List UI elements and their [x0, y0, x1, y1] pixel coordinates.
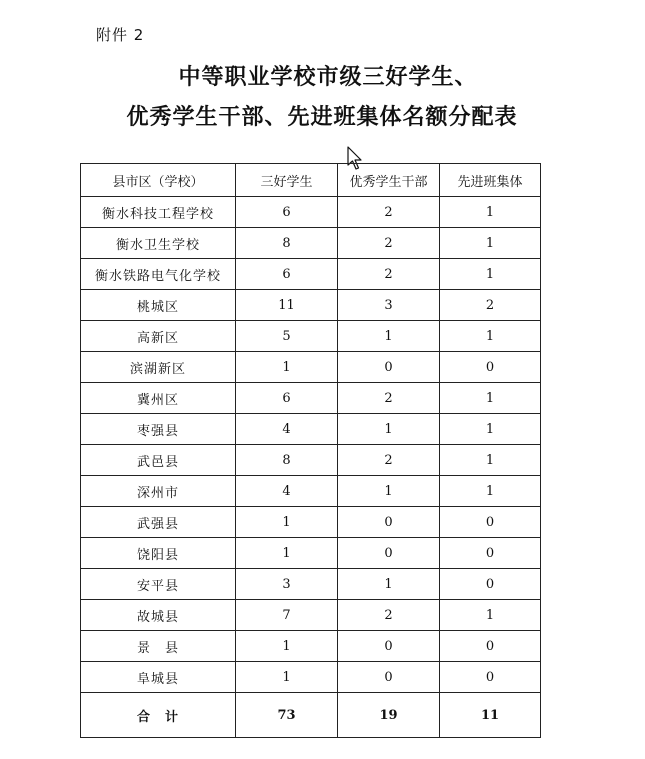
cell-student-leaders: 2: [338, 197, 440, 228]
cell-student-leaders: 2: [338, 383, 440, 414]
cell-advanced-classes: 0: [440, 569, 541, 600]
cell-merit-students: 6: [236, 197, 338, 228]
table-row: [81, 259, 541, 290]
cell-student-leaders: 0: [338, 662, 440, 693]
header-district: 县市区（学校）: [81, 164, 236, 197]
cell-advanced-classes: 1: [440, 259, 541, 290]
cell-advanced-classes: 1: [440, 600, 541, 631]
cell-merit-students: 1: [236, 538, 338, 569]
document-title-line-1: 中等职业学校市级三好学生、: [178, 65, 478, 90]
cell-merit-students: 4: [236, 414, 338, 445]
cell-merit-students: 1: [236, 352, 338, 383]
cell-district: 深州市: [81, 476, 236, 507]
cell-advanced-classes: 0: [440, 538, 541, 569]
table-row: [81, 476, 541, 507]
cell-merit-students: 5: [236, 321, 338, 352]
table-row: [81, 538, 541, 569]
table-row: [81, 600, 541, 631]
cell-merit-students: 4: [236, 476, 338, 507]
cell-advanced-classes: 0: [440, 631, 541, 662]
cell-student-leaders: 0: [338, 538, 440, 569]
cell-student-leaders: 2: [338, 228, 440, 259]
table-row: [81, 414, 541, 445]
cell-district: 衡水铁路电气化学校: [81, 259, 236, 290]
cell-merit-students: 3: [236, 569, 338, 600]
total-merit-students: 73: [236, 693, 338, 738]
cell-student-leaders: 0: [338, 507, 440, 538]
cell-district: 故城县: [81, 600, 236, 631]
cell-student-leaders: 2: [338, 445, 440, 476]
table-row: [81, 631, 541, 662]
total-advanced-classes: 11: [440, 693, 541, 738]
cell-merit-students: 1: [236, 507, 338, 538]
cell-district: 滨湖新区: [81, 352, 236, 383]
cell-district: 衡水科技工程学校: [81, 197, 236, 228]
table-row: [81, 290, 541, 321]
header-merit-students: 三好学生: [236, 164, 338, 197]
cell-student-leaders: 1: [338, 476, 440, 507]
table-row: [81, 662, 541, 693]
cell-district: 枣强县: [81, 414, 236, 445]
cell-merit-students: 8: [236, 445, 338, 476]
table-row: [81, 228, 541, 259]
cell-advanced-classes: 1: [440, 383, 541, 414]
cell-advanced-classes: 1: [440, 414, 541, 445]
cell-student-leaders: 2: [338, 600, 440, 631]
cell-advanced-classes: 0: [440, 507, 541, 538]
cell-advanced-classes: 1: [440, 228, 541, 259]
cell-advanced-classes: 1: [440, 476, 541, 507]
cell-merit-students: 1: [236, 662, 338, 693]
cell-merit-students: 6: [236, 259, 338, 290]
cell-district: 武邑县: [81, 445, 236, 476]
table-header-row: [81, 164, 541, 197]
cell-district: 冀州区: [81, 383, 236, 414]
table-row: [81, 197, 541, 228]
table-row: [81, 352, 541, 383]
header-advanced-classes: 先进班集体: [440, 164, 541, 197]
cell-merit-students: 8: [236, 228, 338, 259]
cell-district: 高新区: [81, 321, 236, 352]
cell-advanced-classes: 1: [440, 321, 541, 352]
cell-district: 安平县: [81, 569, 236, 600]
total-label: 合 计: [81, 693, 236, 738]
cell-advanced-classes: 0: [440, 352, 541, 383]
header-student-leaders: 优秀学生干部: [338, 164, 440, 197]
attachment-label: 附件 2: [96, 26, 145, 44]
cell-student-leaders: 0: [338, 631, 440, 662]
cell-student-leaders: 0: [338, 352, 440, 383]
cell-district: 武强县: [81, 507, 236, 538]
total-student-leaders: 19: [338, 693, 440, 738]
cell-district: 阜城县: [81, 662, 236, 693]
table-row: [81, 569, 541, 600]
cell-merit-students: 7: [236, 600, 338, 631]
cell-merit-students: 11: [236, 290, 338, 321]
table-row: [81, 507, 541, 538]
cell-student-leaders: 1: [338, 321, 440, 352]
cell-district: 桃城区: [81, 290, 236, 321]
cell-merit-students: 1: [236, 631, 338, 662]
cell-district: 景 县: [81, 631, 236, 662]
cell-advanced-classes: 1: [440, 445, 541, 476]
cell-student-leaders: 1: [338, 414, 440, 445]
table-row: [81, 445, 541, 476]
cell-merit-students: 6: [236, 383, 338, 414]
cell-district: 饶阳县: [81, 538, 236, 569]
allocation-table: [80, 163, 541, 738]
cell-advanced-classes: 2: [440, 290, 541, 321]
total-row: [81, 693, 541, 738]
cell-advanced-classes: 1: [440, 197, 541, 228]
table-row: [81, 321, 541, 352]
cell-student-leaders: 1: [338, 569, 440, 600]
cell-advanced-classes: 0: [440, 662, 541, 693]
cell-district: 衡水卫生学校: [81, 228, 236, 259]
document-title-line-2: 优秀学生干部、先进班集体名额分配表: [126, 105, 518, 130]
cell-student-leaders: 3: [338, 290, 440, 321]
table-row: [81, 383, 541, 414]
table-body: [81, 197, 541, 693]
cell-student-leaders: 2: [338, 259, 440, 290]
